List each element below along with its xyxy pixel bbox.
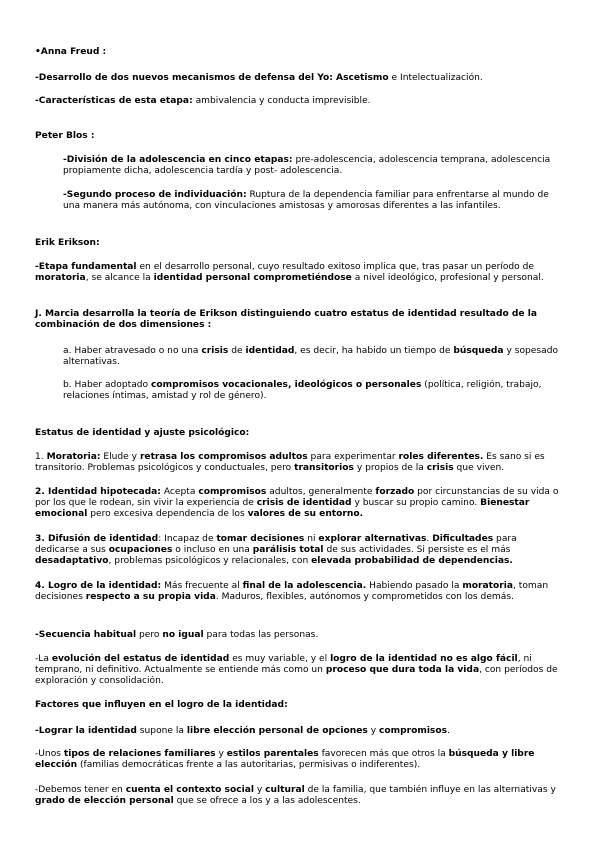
- status-item: 2. Identidad hipotecada: Acepta compromisos adultos, generalmente forzado por circunstancias de su vida o por los que le rodean, sin vivir la experiencia de crisis de identidad y buscar su propio camino. Bienestar emocional pero excesiva dependencia de los valores de su entorno.: [35, 487, 559, 520]
- paragraph: -La evolución del estatus de identidad es muy variable, y el logro de la identidad no es algo fácil, ni temprano, ni definitivo. Actualmente se entiende más como un proceso que dura toda la vida, con períodos de exploración y consolidación.: [35, 654, 558, 687]
- heading-peter-blos: Peter Blos :: [35, 131, 95, 141]
- heading-anna-freud: •Anna Freud :: [35, 47, 107, 57]
- paragraph: -Desarrollo de dos nuevos mecanismos de defensa del Yo: Ascetismo e Intelectualización.: [35, 73, 483, 83]
- status-item: 4. Logro de la identidad: Más frecuente al final de la adolescencia. Habiendo pasado la moratoria, toman decisiones respecto a su propia vida. Maduros, flexibles, autónomos y comprometidos con los demás.: [35, 581, 549, 603]
- paragraph: -Segundo proceso de individuación: Ruptura de la dependencia familiar para enfrentarse al mundo de una manera más autónoma, con vinculaciones amistosas y amorosas diferentes a las infantiles.: [63, 190, 549, 212]
- heading-estatus: Estatus de identidad y ajuste psicológico:: [35, 428, 250, 438]
- paragraph: -Unos tipos de relaciones familiares y estilos parentales favorecen más que otros la búsqueda y libre elección (familias democráticas frente a las autoritarias, permisivas o indiferentes).: [35, 749, 535, 771]
- list-item: a. Haber atravesado o no una crisis de identidad, es decir, ha habido un tiempo de búsqueda y sopesado alternativas.: [63, 346, 559, 368]
- heading-erikson: Erik Erikson:: [35, 238, 100, 248]
- paragraph: -Características de esta etapa: ambivalencia y conducta imprevisible.: [35, 96, 371, 106]
- paragraph: -Debemos tener en cuenta el contexto social y cultural de la familia, que también influye en las alternativas y grado de elección personal que se ofrece a los y a las adolescentes.: [35, 785, 556, 807]
- status-item: 3. Difusión de identidad: Incapaz de tomar decisiones ni explorar alternativas. Dificultades para dedicarse a sus ocupaciones o incluso en una parálisis total de sus actividades. Si persiste es el más desadaptativo, problemas psicológicos y relacionales, con elevada probabilidad de dependencias.: [35, 534, 517, 567]
- status-item: 1. Moratoria: Elude y retrasa los compromisos adultos para experimentar roles diferentes. Es sano si es transitorio. Problemas psicológicos y conductuales, pero transitorios y propios de la crisis que viven.: [35, 452, 545, 474]
- paragraph: -División de la adolescencia en cinco etapas: pre-adolescencia, adolescencia temprana, adolescencia propiamente dicha, adolescencia tardía y post- adolescencia.: [63, 155, 551, 177]
- paragraph: -Etapa fundamental en el desarrollo personal, cuyo resultado exitoso implica que, tras pasar un período de moratoria, se alcance la identidad personal comprometiéndose a nivel ideológico, profesional y personal.: [35, 262, 544, 284]
- heading-marcia: J. Marcia desarrolla la teoría de Erikson distinguiendo cuatro estatus de identidad resultado de la combinación de dos dimensiones :: [35, 309, 537, 331]
- paragraph: -Lograr la identidad supone la libre elección personal de opciones y compromisos.: [35, 726, 450, 736]
- list-item: b. Haber adoptado compromisos vocacionales, ideológicos o personales (política, religión, trabajo, relaciones íntimas, amistad y rol de género).: [63, 380, 542, 402]
- heading-factores: Factores que influyen en el logro de la identidad:: [35, 700, 288, 710]
- paragraph: -Secuencia habitual pero no igual para todas las personas.: [35, 630, 319, 640]
